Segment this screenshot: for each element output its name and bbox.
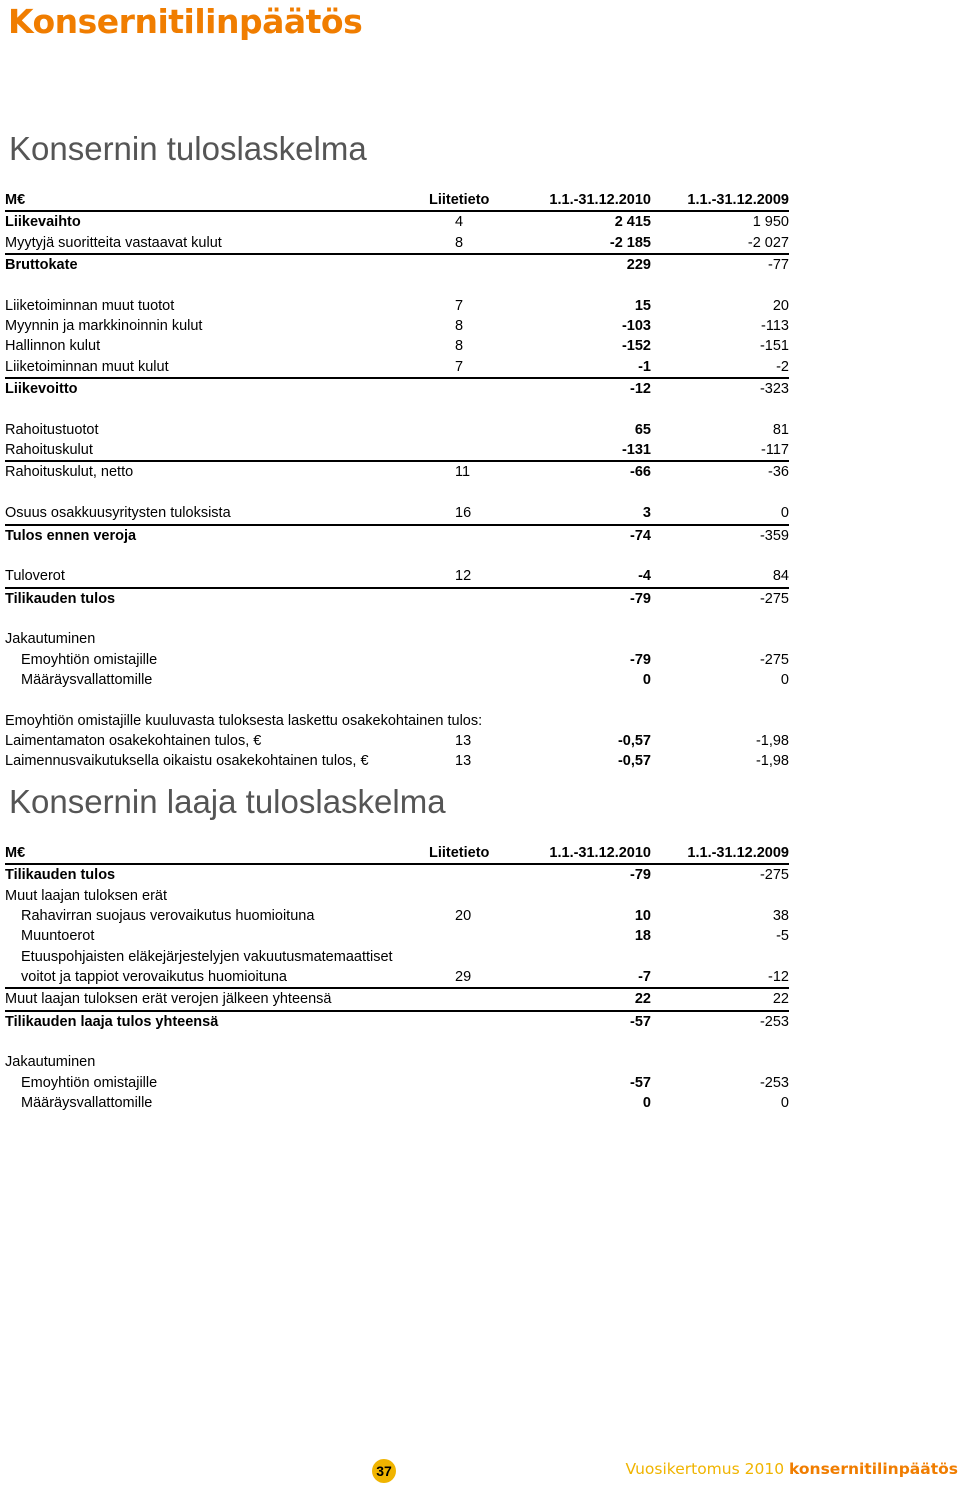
row-value-2010 [514,1052,651,1072]
row-label: Rahoituskulut, netto [5,461,415,482]
table-row [5,751,789,771]
table-row [5,864,789,885]
income-statement-table [5,190,789,772]
spacer-row [5,690,789,710]
row-value-2009: -117 [761,442,789,459]
row-value-2010: 3 [642,505,651,522]
row-value-2009: -1,98 [755,753,789,770]
row-note: 13 [455,732,472,749]
row-label: Rahoitustuotot [5,421,99,438]
row-value-2010: -103 [621,318,651,335]
row-value-2010: -79 [514,864,651,885]
row-value-2009: -2 027 [747,234,789,251]
row-value-2009 [651,629,789,649]
row-label: Tilikauden tulos [5,864,415,885]
row-label: Emoyhtiön omistajille [21,1074,158,1091]
table-row [5,525,789,546]
table-header-row [5,843,789,864]
table-header-row [5,190,789,211]
table-row [5,906,789,926]
table-row [5,336,789,356]
row-note: 20 [455,908,472,925]
row-note [415,1011,514,1032]
page-number: 37 [372,1459,396,1483]
table-row [5,378,789,399]
row-label: Muut laajan tuloksen erät [5,887,168,904]
table-row [5,650,789,670]
row-value-2009: -2 [776,358,789,375]
row-value-2009: 1 950 [651,211,789,232]
footer-publication [626,1460,958,1478]
spacer-row [5,275,789,295]
row-note: 4 [415,211,514,232]
row-note: 7 [455,297,464,314]
row-value-2009: -359 [651,525,789,546]
row-note [415,440,514,461]
row-value-2009: 22 [651,988,789,1010]
row-label: Rahavirran suojaus verovaikutus huomioituna [21,908,315,925]
note-header: Liitetieto [429,192,490,208]
row-label: Emoyhtiön omistajille [21,651,158,668]
table-row [5,1073,789,1093]
row-value-2010: -1 [638,358,651,375]
period-2010-header: 1.1.-31.12.2010 [549,845,651,861]
row-note [415,1093,514,1113]
row-note [415,588,514,609]
row-value-2009: 0 [780,671,789,688]
row-note: 12 [455,568,472,585]
period-2009-header: 1.1.-31.12.2009 [687,192,789,208]
table-row [5,566,789,587]
row-value-2010: 2 415 [514,211,651,232]
spacer-row [5,399,789,419]
row-label: Osuus osakkuusyritysten tuloksista [5,505,231,522]
row-value-2009: 0 [780,505,789,522]
row-label: Liiketoiminnan muut kulut [5,358,169,375]
row-value-2010: 15 [634,297,651,314]
row-value-2010: -74 [514,525,651,546]
table-row [5,947,789,967]
row-label: Myynnin ja markkinoinnin kulut [5,318,203,335]
row-note: 8 [455,338,464,355]
row-value-2009: -113 [761,318,789,335]
row-note [415,420,514,440]
row-label: Tuloverot [5,568,65,585]
spacer-row [5,1032,789,1052]
period-2010-header: 1.1.-31.12.2010 [549,192,651,208]
row-value-2010: -57 [630,1074,651,1091]
row-value-2010: -2 185 [609,234,651,251]
row-value-2009 [651,886,789,906]
table-row [5,967,789,988]
row-label: Jakautuminen [5,1054,96,1071]
row-note: 8 [455,318,464,335]
row-value-2009: -323 [651,378,789,399]
table-row [5,316,789,336]
table-row [5,461,789,482]
row-note: 7 [455,358,464,375]
row-note [415,886,514,906]
row-label: Määräysvallattomille [21,1095,153,1112]
row-value-2010: -57 [514,1011,651,1032]
currency-header: M€ [5,845,26,861]
row-value-2009: 20 [772,297,789,314]
row-label: voitot ja tappiot verovaikutus huomioituna [21,969,287,986]
row-label: Liiketoiminnan muut tuotot [5,297,175,314]
row-note [415,254,514,275]
row-label: Muuntoerot [21,928,95,945]
row-value-2010: -79 [514,588,651,609]
row-value-2010: -12 [514,378,651,399]
row-value-2010: -0,57 [617,732,651,749]
comprehensive-income-table [5,843,789,1113]
row-note: 16 [455,505,472,522]
table-row [5,629,789,649]
row-label: Etuuspohjaisten eläkejärjestelyjen vakuutusmatemaattiset [21,948,393,965]
row-label: Emoyhtiön omistajille kuuluvasta tuloksesta laskettu osakekohtainen tulos: [5,712,483,729]
row-note [415,1073,514,1093]
row-note [415,926,514,946]
row-value-2010 [514,629,651,649]
row-value-2010 [514,886,651,906]
row-value-2009: -12 [768,969,789,986]
row-value-2009: 84 [772,568,789,585]
row-value-2009: -77 [651,254,789,275]
row-value-2009: 0 [780,1095,789,1112]
table-row [5,440,789,461]
row-note [415,864,514,885]
table-row [5,670,789,690]
row-label: Bruttokate [5,254,415,275]
row-label: Tilikauden tulos [5,588,415,609]
table-row [5,420,789,440]
period-2009-header: 1.1.-31.12.2009 [687,845,789,861]
comprehensive-income-title: Konsernin laaja tuloslaskelma [9,783,446,820]
table-row [5,1011,789,1032]
row-value-2009: 38 [772,908,789,925]
row-label: Määräysvallattomille [21,671,153,688]
row-value-2009: 81 [772,421,789,438]
row-value-2010: -131 [621,442,651,459]
table-row [5,731,789,751]
row-note: 29 [455,969,472,986]
row-value-2009: -275 [651,588,789,609]
row-value-2009: -151 [759,338,789,355]
row-note [415,378,514,399]
row-value-2010: 229 [514,254,651,275]
page-title: Konsernitilinpäätös [8,2,363,41]
table-row [5,886,789,906]
table-row [5,211,789,232]
row-value-2010: 0 [642,1095,651,1112]
section-name: konsernitilinpäätös [789,1460,958,1478]
spacer-row [5,609,789,629]
table-row [5,1093,789,1113]
table-row [5,588,789,609]
publication-name: Vuosikertomus 2010 [625,1460,785,1478]
row-value-2010: 18 [634,928,651,945]
table-row [5,926,789,946]
row-note: 11 [415,461,514,482]
table-row [5,988,789,1010]
row-label: Rahoituskulut [5,442,93,459]
row-value-2010: 10 [634,908,651,925]
row-value-2010: -152 [621,338,651,355]
currency-header: M€ [5,192,26,208]
row-note [415,525,514,546]
row-value-2009: -253 [759,1074,789,1091]
row-note [415,988,514,1010]
row-label: Hallinnon kulut [5,338,101,355]
row-note [415,947,514,967]
table-row [5,1052,789,1072]
row-note [415,1052,514,1072]
row-value-2010: -7 [638,969,651,986]
row-note [415,670,514,690]
row-value-2009: -275 [759,651,789,668]
table-row [5,233,789,254]
row-value-2010: 65 [634,421,651,438]
row-value-2010: -0,57 [617,753,651,770]
row-note [415,650,514,670]
spacer-row [5,483,789,503]
row-label: Muut laajan tuloksen erät verojen jälkeen yhteensä [5,988,415,1010]
row-label: Laimennusvaikutuksella oikaistu osakekohtainen tulos, € [5,753,369,770]
table-row [5,357,789,378]
row-note: 8 [455,234,464,251]
table-row [5,254,789,275]
row-value-2009: -5 [776,928,789,945]
row-value-2010: 0 [642,671,651,688]
row-value-2009 [651,1052,789,1072]
note-header: Liitetieto [429,845,490,861]
row-value-2010: -79 [630,651,651,668]
row-value-2010: 22 [514,988,651,1010]
row-label: Liikevaihto [5,211,415,232]
spacer-row [5,546,789,566]
table-row [5,296,789,316]
row-value-2009: -1,98 [755,732,789,749]
row-value-2009 [651,947,789,967]
row-label: Tulos ennen veroja [5,525,415,546]
row-value-2009: -253 [651,1011,789,1032]
row-value-2010: -66 [514,461,651,482]
row-label: Tilikauden laaja tulos yhteensä [5,1011,415,1032]
row-note [415,629,514,649]
row-value-2009: -275 [651,864,789,885]
row-value-2010: -4 [638,568,651,585]
table-row [5,711,789,731]
row-value-2010 [514,947,651,967]
row-note: 13 [455,753,472,770]
row-label: Liikevoitto [5,378,415,399]
row-value-2009: -36 [651,461,789,482]
income-statement-title: Konsernin tuloslaskelma [9,130,367,167]
table-row [5,503,789,524]
row-label: Myytyjä suoritteita vastaavat kulut [5,234,222,251]
row-label: Laimentamaton osakekohtainen tulos, € [5,732,262,749]
row-label: Jakautuminen [5,631,96,648]
